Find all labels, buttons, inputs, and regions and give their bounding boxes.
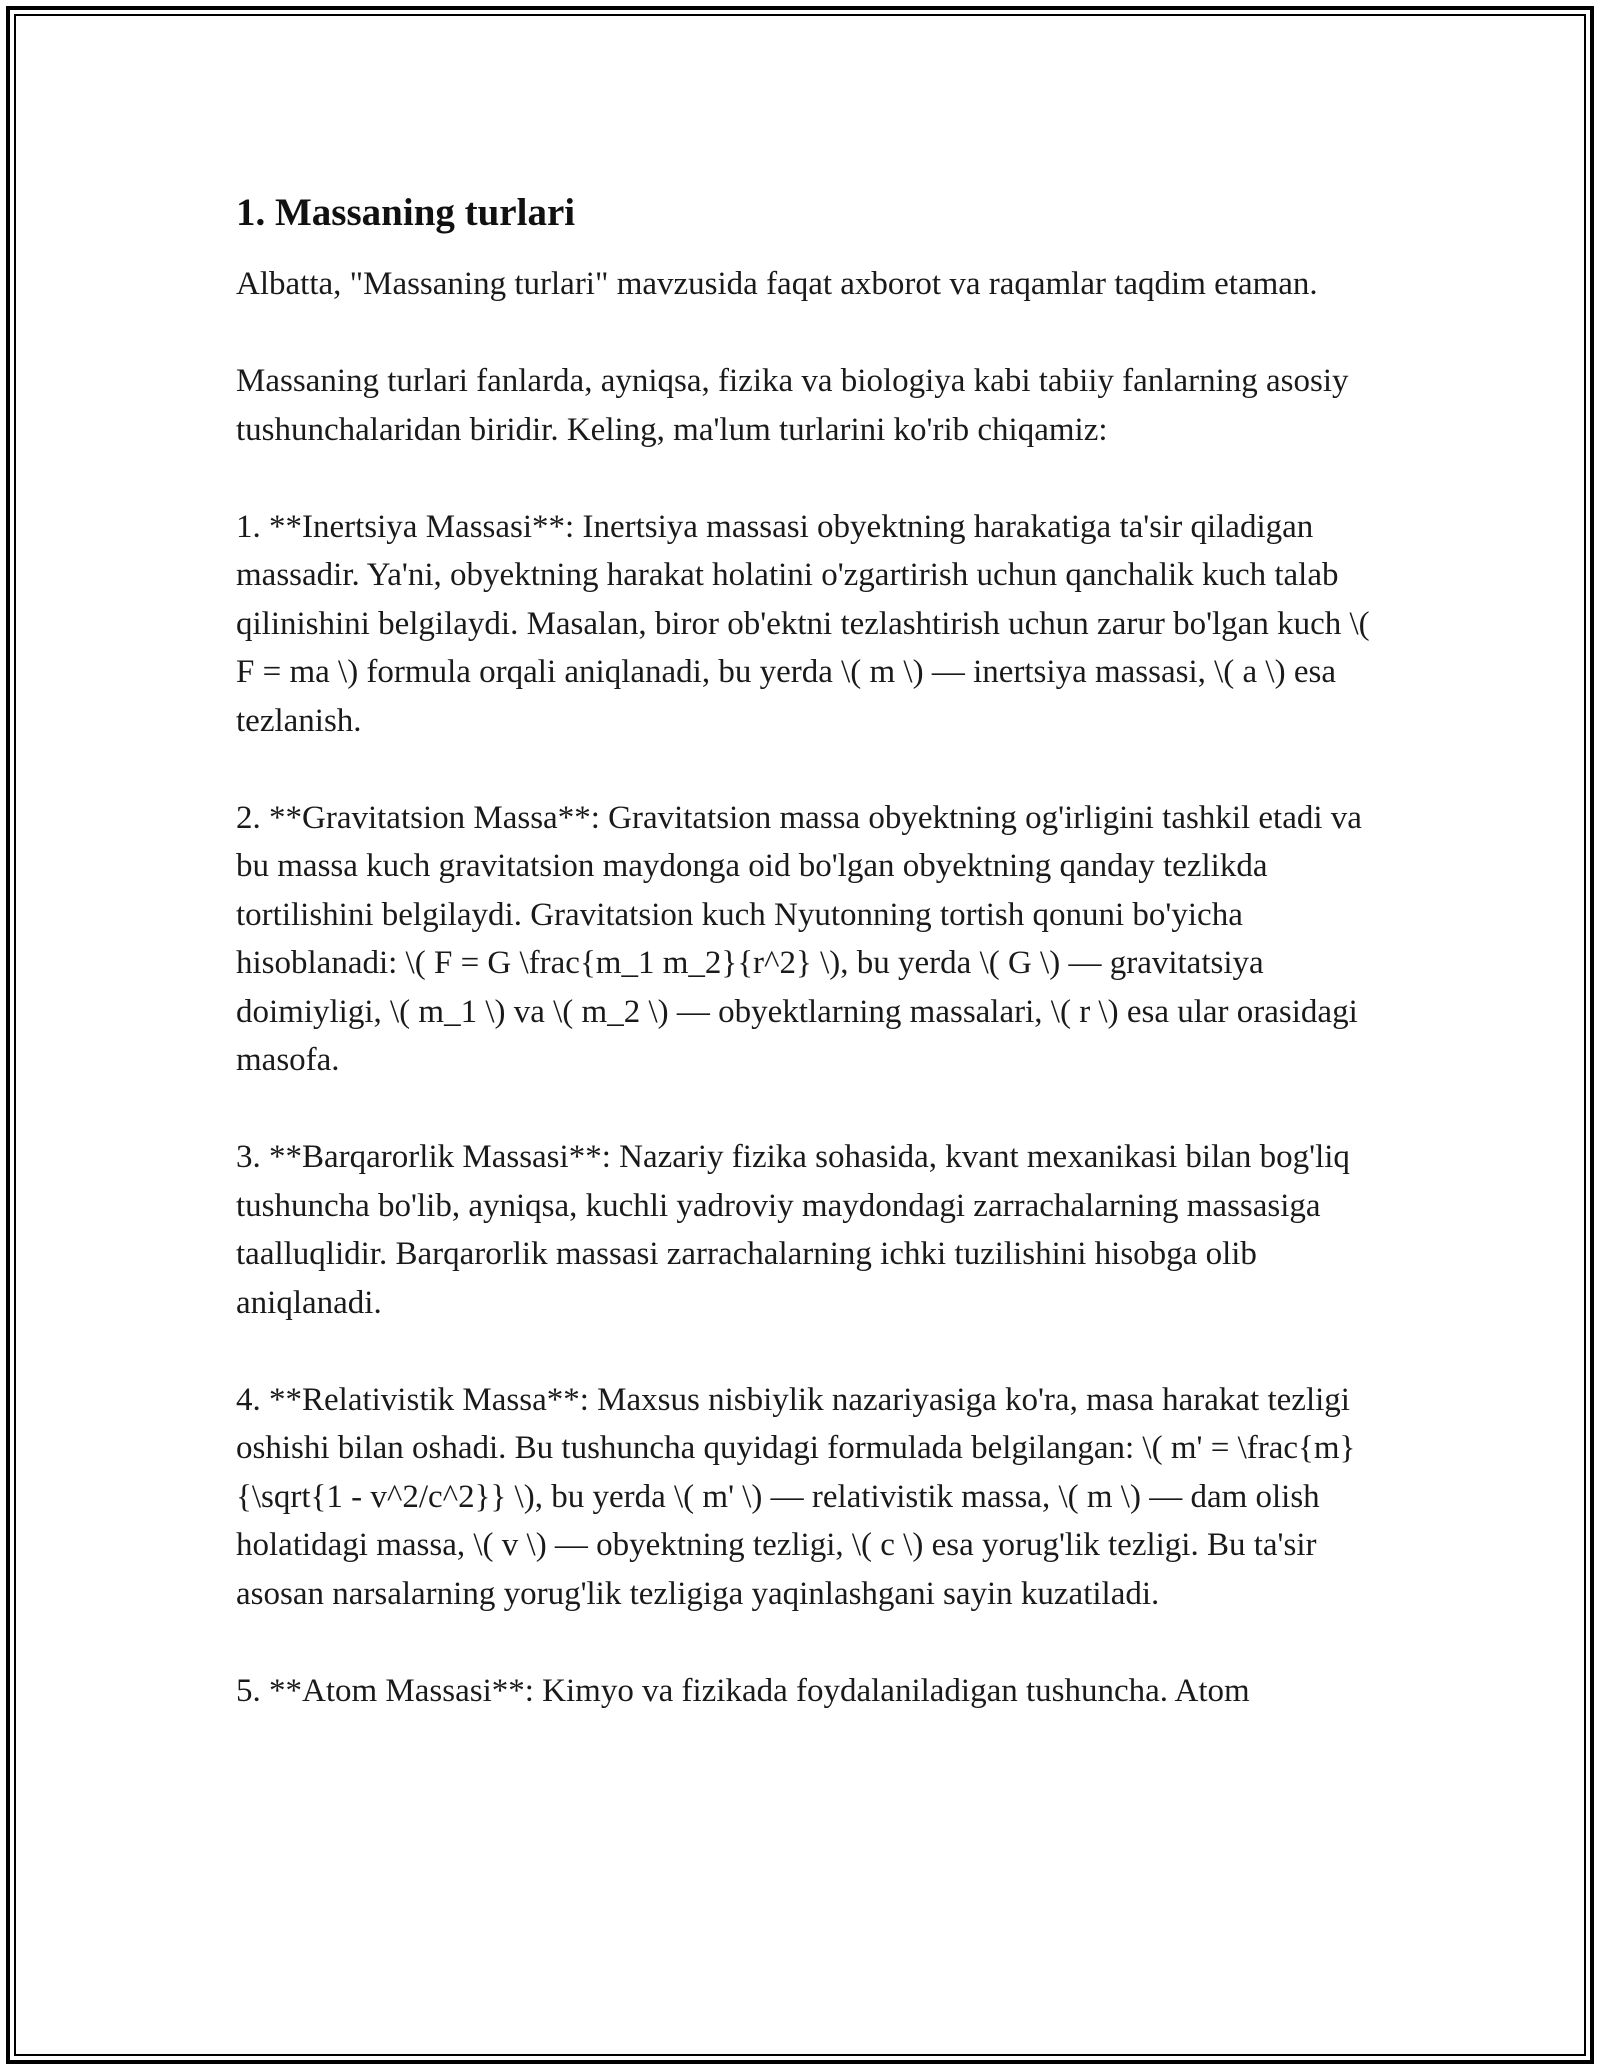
section-heading: 1. Massaning turlari (236, 191, 576, 234)
item-relativistic-mass: 4. **Relativistik Massa**: Maxsus nisbiylik nazariyasiga ko'ra, masa harakat tezligi oshishi bilan oshadi. Bu tushuncha quyidagi formulada belgilangan: \( m' = \frac{m}{\sqrt{1 - v^2/c^2}} \), bu yerda \( m' \) — relativistik massa, \( m \) — dam olish holatidagi massa, \( v \) — obyektning tezligi, \( c \) esa yorug'lik tezligi. Bu ta'sir asosan narsalarning yorug'lik tezligiga yaqinlashgani sayin kuzatiladi. (236, 1381, 1356, 1612)
item-atomic-mass: 5. **Atom Massasi**: Kimyo va fizikada foydalaniladigan tushuncha. Atom (236, 1672, 1250, 1709)
overview-paragraph: Massaning turlari fanlarda, ayniqsa, fizika va biologiya kabi tabiiy fanlarning asosiy tushunchalaridan biridir. Keling, ma'lum turlarini ko'rib chiqamiz: (236, 363, 1349, 448)
item-stability-mass: 3. **Barqarorlik Massasi**: Nazariy fizika sohasida, kvant mexanikasi bilan bog'liq tushuncha bo'lib, ayniqsa, kuchli yadroviy maydondagi zarrachalarning massasiga taalluqlidir. Barqarorlik massasi zarrachalarning ichki tuzilishini hisobga olib aniqlanadi. (236, 1139, 1350, 1321)
intro-paragraph: Albatta, "Massaning turlari" mavzusida faqat axborot va raqamlar taqdim etaman. (236, 266, 1318, 302)
item-gravitational-mass: 2. **Gravitatsion Massa**: Gravitatsion massa obyektning og'irligini tashkil etadi va bu massa kuch gravitatsion maydonga oid bo'lgan obyektning qanday tezlikda tortilishini belgilaydi. Gravitatsion kuch Nyutonning tortish qonuni bo'yicha hisoblanadi: \( F = G \frac{m_1 m_2}{r^2} \), bu yerda \( G \) — gravitatsiya doimiyligi, \( m_1 \) va \( m_2 \) — obyektlarning massalari, \( r \) esa ular orasidagi masofa. (236, 799, 1362, 1078)
document-body (236, 188, 1376, 1764)
item-inertia-mass: 1. **Inertsiya Massasi**: Inertsiya massasi obyektning harakatiga ta'sir qiladigan massadir. Ya'ni, obyektning harakat holatini o'zgartirish uchun qanchalik kuch talab qilinishini belgilaydi. Masalan, biror ob'ektni tezlashtirish uchun zarur bo'lgan kuch \( F = ma \) formula orqali aniqlanadi, bu yerda \( m \) — inertsiya massasi, \( a \) esa tezlanish. (236, 508, 1370, 739)
